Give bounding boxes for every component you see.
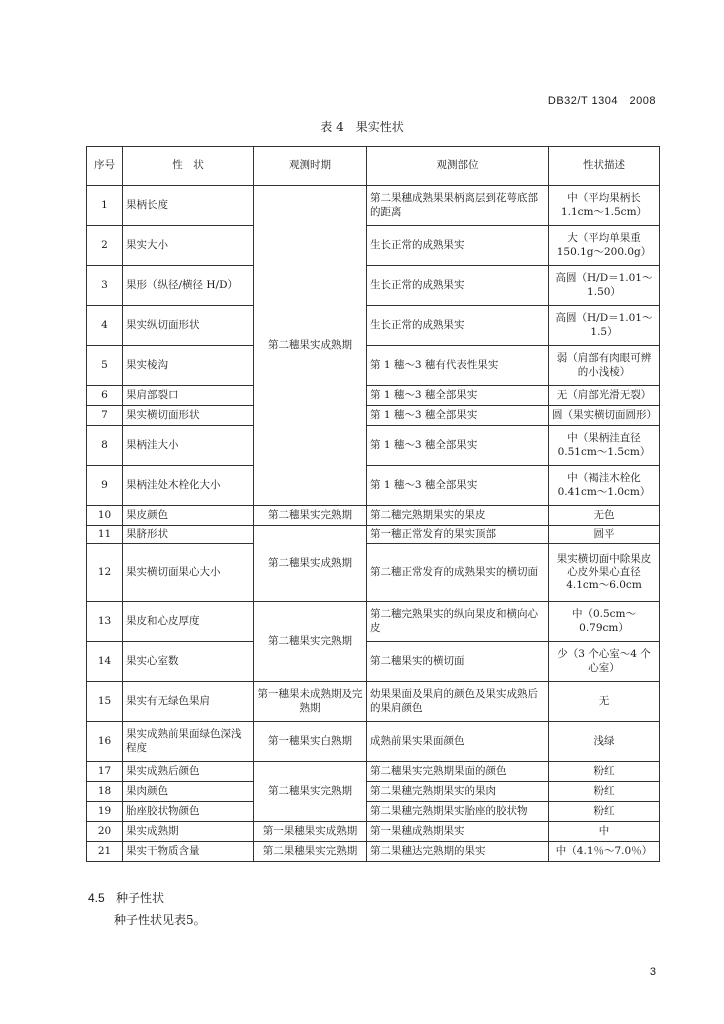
- row-trait: 果柄洼处木栓化大小: [123, 466, 254, 506]
- row-index: 6: [87, 386, 123, 406]
- row-index: 20: [87, 822, 123, 842]
- table-row: [87, 602, 660, 642]
- row-trait: 果实横切面形状: [123, 406, 254, 426]
- row-index: 12: [87, 544, 123, 602]
- row-description: 少（3 个心室～4 个心室）: [549, 642, 660, 682]
- row-trait: 果实成熟前果面绿色深浅程度: [123, 722, 254, 762]
- row-observation-part: 第二穗果实的横切面: [367, 642, 549, 682]
- document-code: DB32/T 1304 2008: [547, 95, 656, 107]
- row-trait: 果皮和心皮厚度: [123, 602, 254, 642]
- header-observation-time: 观测时期: [254, 147, 367, 186]
- row-trait: 果实横切面果心大小: [123, 544, 254, 602]
- row-observation-part: 幼果果面及果肩的颜色及果实成熟后的果肩颜色: [367, 682, 549, 722]
- table-row: [87, 762, 660, 782]
- table-row: [87, 802, 660, 822]
- row-index: 8: [87, 426, 123, 466]
- row-observation-part: 第二穗完熟果实的纵向果皮和横向心皮: [367, 602, 549, 642]
- table-row: [87, 306, 660, 346]
- row-index: 7: [87, 406, 123, 426]
- row-index: 4: [87, 306, 123, 346]
- row-index: 2: [87, 226, 123, 266]
- row-observation-time: 第二穗果实完熟期: [254, 506, 367, 526]
- row-description: 粉红: [549, 782, 660, 802]
- section-heading: [88, 889, 164, 906]
- section-body-text: 种子性状见表5。: [114, 913, 206, 927]
- row-index: 19: [87, 802, 123, 822]
- row-trait: 果肩部裂口: [123, 386, 254, 406]
- row-observation-part: 第 1 穗～3 穗有代表性果实: [367, 346, 549, 386]
- row-index: 3: [87, 266, 123, 306]
- row-observation-part: 第二果穗成熟果果柄离层到花萼底部的距离: [367, 186, 549, 226]
- table-row: [87, 506, 660, 526]
- row-description: 高圆（H/D＝1.01～1.5）: [549, 306, 660, 346]
- row-observation-part: 第二果穗完熟期果实的果肉: [367, 782, 549, 802]
- row-description: 中（4.1％～7.0％）: [549, 842, 660, 862]
- table-row: [87, 822, 660, 842]
- row-observation-part: 第 1 穗～3 穗全部果实: [367, 406, 549, 426]
- row-index: 17: [87, 762, 123, 782]
- table-row: [87, 526, 660, 544]
- row-trait: 果实棱沟: [123, 346, 254, 386]
- row-trait: 果形（纵径/横径 H/D）: [123, 266, 254, 306]
- table-row: [87, 226, 660, 266]
- row-observation-part: 第 1 穗～3 穗全部果实: [367, 466, 549, 506]
- row-observation-part: 成熟前果实果面颜色: [367, 722, 549, 762]
- row-description: 中（0.5cm～0.79cm）: [549, 602, 660, 642]
- header-description: 性状描述: [549, 147, 660, 186]
- row-index: 15: [87, 682, 123, 722]
- row-trait: 果实有无绿色果肩: [123, 682, 254, 722]
- row-description: 果实横切面中除果皮心皮外果心直径4.1cm～6.0cm: [549, 544, 660, 602]
- row-trait: 果皮颜色: [123, 506, 254, 526]
- row-description: 中（褐洼木栓化0.41cm～1.0cm）: [549, 466, 660, 506]
- row-index: 5: [87, 346, 123, 386]
- row-index: 9: [87, 466, 123, 506]
- row-index: 13: [87, 602, 123, 642]
- row-observation-time: 第二穗果实成熟期: [254, 526, 367, 602]
- row-index: 14: [87, 642, 123, 682]
- row-trait: 果实干物质含量: [123, 842, 254, 862]
- row-description: 浅绿: [549, 722, 660, 762]
- row-description: 弱（肩部有肉眼可辨的小浅棱）: [549, 346, 660, 386]
- row-observation-part: 第一穗正常发育的果实顶部: [367, 526, 549, 544]
- row-observation-part: 生长正常的成熟果实: [367, 306, 549, 346]
- header-index: 序号: [87, 147, 123, 186]
- table-row: [87, 682, 660, 722]
- row-observation-time: 第一穗果实白熟期: [254, 722, 367, 762]
- row-index: 16: [87, 722, 123, 762]
- row-observation-part: 第一果穗成熟期果实: [367, 822, 549, 842]
- table-header-row: [87, 147, 660, 186]
- row-observation-part: 第 1 穗～3 穗全部果实: [367, 426, 549, 466]
- header-trait: 性 状: [123, 147, 254, 186]
- table-row: [87, 782, 660, 802]
- table-row: [87, 544, 660, 602]
- row-observation-part: 生长正常的成熟果实: [367, 266, 549, 306]
- row-description: 高圆（H/D＝1.01～1.50）: [549, 266, 660, 306]
- row-description: 中（果柄洼直径0.51cm～1.5cm）: [549, 426, 660, 466]
- table-row: [87, 406, 660, 426]
- table-row: [87, 186, 660, 226]
- table-row: [87, 466, 660, 506]
- table-row: [87, 426, 660, 466]
- row-trait: 果实成熟后颜色: [123, 762, 254, 782]
- row-observation-time: 第一果穗果实成熟期: [254, 822, 367, 842]
- row-description: 中: [549, 822, 660, 842]
- row-description: 中（平均果柄长1.1cm～1.5cm）: [549, 186, 660, 226]
- row-trait: 果实成熟期: [123, 822, 254, 842]
- row-description: 圆平: [549, 526, 660, 544]
- table-row: [87, 266, 660, 306]
- row-trait: 果实心室数: [123, 642, 254, 682]
- row-description: 粉红: [549, 762, 660, 782]
- row-description: 圆（果实横切面圆形）: [549, 406, 660, 426]
- row-index: 10: [87, 506, 123, 526]
- row-trait: 果脐形状: [123, 526, 254, 544]
- row-description: 粉红: [549, 802, 660, 822]
- row-observation-part: 生长正常的成熟果实: [367, 226, 549, 266]
- table-row: [87, 386, 660, 406]
- row-observation-time: 第二果穗果实完熟期: [254, 842, 367, 862]
- row-observation-time: 第二穗果实完熟期: [254, 602, 367, 682]
- row-trait: 果柄长度: [123, 186, 254, 226]
- row-observation-part: 第二果穗达完熟期的果实: [367, 842, 549, 862]
- row-observation-part: 第 1 穗～3 穗全部果实: [367, 386, 549, 406]
- row-description: 无（肩部光滑无裂）: [549, 386, 660, 406]
- row-observation-part: 第二穗果实完熟期果面的颜色: [367, 762, 549, 782]
- row-trait: 果柄洼大小: [123, 426, 254, 466]
- row-index: 11: [87, 526, 123, 544]
- row-observation-part: 第二果穗完熟期果实胎座的胶状物: [367, 802, 549, 822]
- row-index: 18: [87, 782, 123, 802]
- row-description: 无色: [549, 506, 660, 526]
- table-row: [87, 642, 660, 682]
- row-trait: 果实纵切面形状: [123, 306, 254, 346]
- row-observation-time: 第一穗果未成熟期及完熟期: [254, 682, 367, 722]
- row-observation-time: 第二穗果实完熟期: [254, 762, 367, 822]
- row-trait: 胎座胶状物颜色: [123, 802, 254, 822]
- fruit-traits-table: [86, 146, 660, 862]
- row-trait: 果实大小: [123, 226, 254, 266]
- row-description: 无: [549, 682, 660, 722]
- table-row: [87, 722, 660, 762]
- row-index: 1: [87, 186, 123, 226]
- row-description: 大（平均单果重150.1g～200.0g）: [549, 226, 660, 266]
- row-index: 21: [87, 842, 123, 862]
- row-observation-part: 第二穗完熟期果实的果皮: [367, 506, 549, 526]
- table-row: [87, 842, 660, 862]
- section-number: 4.5: [88, 891, 105, 905]
- header-observation-part: 观测部位: [367, 147, 549, 186]
- row-observation-part: 第二穗正常发育的成熟果实的横切面: [367, 544, 549, 602]
- table-caption: 表 4 果实性状: [320, 120, 404, 134]
- page-number: 3: [649, 966, 656, 978]
- section-title: 种子性状: [116, 891, 165, 905]
- table-row: [87, 346, 660, 386]
- row-observation-time: 第二穗果实成熟期: [254, 186, 367, 506]
- row-trait: 果肉颜色: [123, 782, 254, 802]
